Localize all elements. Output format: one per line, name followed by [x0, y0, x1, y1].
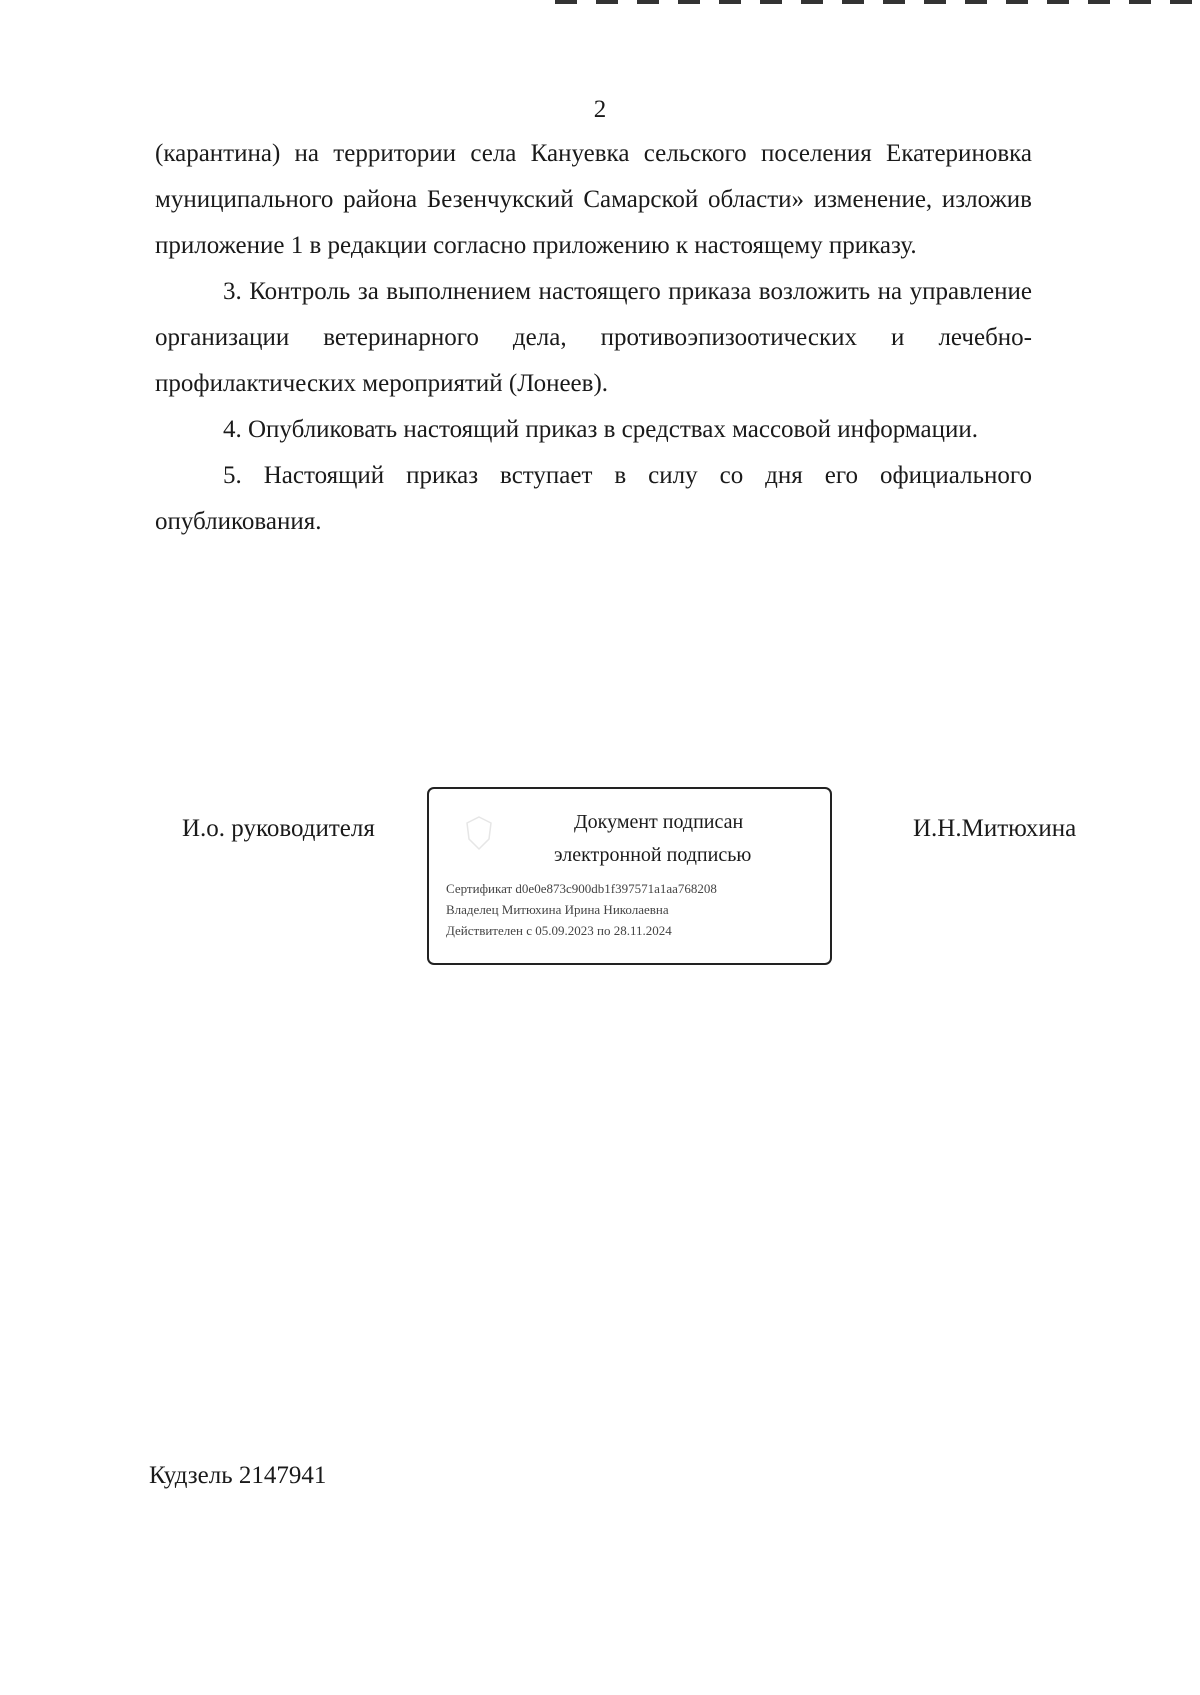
executor-line: Кудзель 2147941: [149, 1462, 327, 1489]
stamp-heading-line2: электронной подписью: [554, 844, 752, 866]
paragraph-item-5: 5. Настоящий приказ вступает в силу со дня его официального опубликования.: [155, 462, 1032, 535]
paragraph-item-4: 4. Опубликовать настоящий приказ в средствах массовой информации.: [223, 416, 979, 443]
electronic-signature-stamp: [427, 787, 832, 965]
stamp-owner: Владелец Митюхина Ирина Николаевна: [446, 902, 669, 917]
stamp-heading-line1: Документ подписан: [574, 811, 744, 833]
page-number: 2: [593, 96, 607, 123]
stamp-certificate: Сертификат d0e0e873c900db1f397571a1aa768208: [446, 881, 717, 896]
scan-edge-dashes: [555, 0, 1195, 4]
stamp-validity: Действителен с 05.09.2023 по 28.11.2024: [446, 923, 672, 938]
coat-of-arms-icon: [457, 811, 501, 855]
paragraph-continuation: (карантина) на территории села Кануевка сельского поселения Екатериновка муниципального района Безенчукский Самарской области» изменение, изложив приложение 1 в редакции согласно приложению к настоящему приказу.: [155, 140, 1032, 259]
signer-name: И.Н.Митюхина: [913, 815, 1077, 842]
order-text: [155, 131, 1032, 545]
paragraph-item-3: 3. Контроль за выполнением настоящего приказа возложить на управление организации ветеринарного дела, противоэпизоотических и лечебно-профилактических мероприятий (Лонеев).: [155, 278, 1032, 397]
signer-position: И.о. руководителя: [182, 815, 375, 842]
